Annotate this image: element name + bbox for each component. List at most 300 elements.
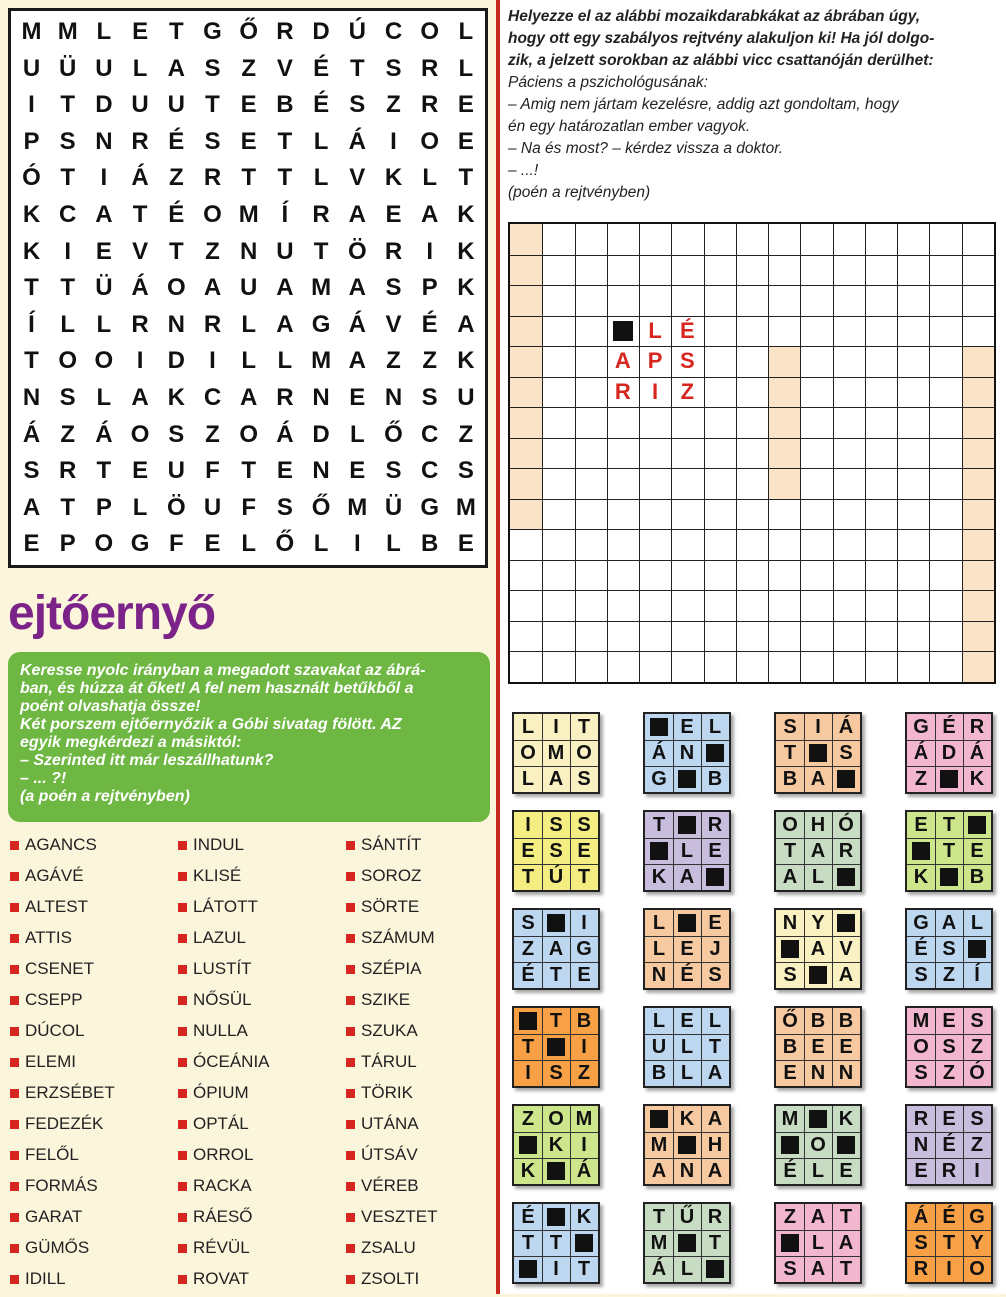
word-search-letter[interactable]: Ő	[384, 420, 403, 448]
piece-cell: L	[652, 938, 666, 960]
word-search-letter[interactable]: K	[457, 237, 475, 265]
word-list-item[interactable]: UTÁNA	[344, 1111, 504, 1142]
word-search-letter[interactable]: L	[458, 54, 474, 82]
word-search-letter[interactable]: Á	[131, 274, 149, 302]
mosaic-piece[interactable]	[643, 1202, 731, 1284]
word-search-letter[interactable]: Z	[168, 164, 184, 192]
word-search-letter[interactable]: C	[421, 420, 439, 448]
word-search-letter[interactable]: A	[276, 310, 294, 338]
word-search-letter[interactable]: K	[22, 201, 41, 228]
mosaic-piece[interactable]	[774, 908, 862, 990]
word-search-letter[interactable]: S	[59, 127, 76, 155]
mosaic-piece[interactable]	[512, 908, 600, 990]
grid-line	[510, 499, 994, 500]
word-search-letter[interactable]: V	[385, 310, 402, 338]
word-search-letter[interactable]: M	[455, 493, 476, 521]
word-search-letter[interactable]: T	[60, 91, 76, 119]
word-search-letter[interactable]: Ó	[22, 164, 41, 192]
piece-cell: E	[680, 938, 694, 960]
word-search-letter[interactable]: R	[131, 127, 149, 155]
word-search-letter[interactable]: B	[276, 91, 294, 119]
word-search-letter[interactable]: S	[385, 274, 402, 302]
word-list-item[interactable]: ÓCEÁNIA	[176, 1049, 336, 1080]
word-list-item[interactable]: ZSALU	[344, 1235, 504, 1266]
word-search-letter[interactable]: U	[167, 91, 185, 119]
word-search-letter[interactable]: R	[59, 457, 77, 485]
word-search-letter[interactable]: S	[385, 54, 402, 82]
mosaic-piece[interactable]	[905, 1202, 993, 1284]
word-search-letter[interactable]: I	[426, 237, 434, 265]
word-search-letter[interactable]: A	[22, 493, 41, 521]
word-search-letter[interactable]: N	[384, 384, 403, 411]
mosaic-piece[interactable]	[512, 712, 600, 794]
word-search-letter[interactable]: T	[458, 164, 474, 192]
mosaic-piece[interactable]	[905, 712, 993, 794]
word-list-item[interactable]: LÁTOTT	[176, 894, 336, 925]
piece-cell: R	[838, 840, 854, 862]
word-search-letter[interactable]: T	[205, 91, 220, 119]
word-search-letter[interactable]: V	[349, 164, 366, 192]
mosaic-piece[interactable]	[512, 810, 600, 892]
word-list-item[interactable]: GARAT	[8, 1204, 168, 1235]
word-list-item[interactable]: SZÉPIA	[344, 956, 504, 987]
word-search-letter[interactable]: G	[311, 310, 331, 338]
word-list-item[interactable]: TÖRIK	[344, 1080, 504, 1111]
word-list-item[interactable]: ERZSÉBET	[8, 1080, 168, 1111]
word-search-letter[interactable]: Á	[131, 164, 149, 192]
word-search-letter[interactable]: Í	[28, 310, 35, 338]
word-search-letter[interactable]: A	[203, 274, 222, 302]
word-search-letter[interactable]: S	[23, 457, 40, 485]
word-search-letter[interactable]: S	[457, 457, 474, 485]
word-search-letter[interactable]: N	[22, 384, 41, 411]
word-list-item[interactable]: VÉREB	[344, 1173, 504, 1204]
piece-cell: T	[577, 1258, 591, 1280]
grid-letter[interactable]: P	[647, 348, 663, 374]
word-search-letter[interactable]: E	[457, 127, 474, 155]
word-search-letter[interactable]: U	[131, 91, 149, 119]
word-list-item[interactable]: ATTIS	[8, 925, 168, 956]
word-search-letter[interactable]: Z	[241, 54, 257, 82]
word-search-letter[interactable]: D	[312, 420, 330, 448]
word-search-letter[interactable]: Ö	[166, 493, 186, 521]
word-search-letter[interactable]: Á	[276, 420, 294, 448]
word-search-letter[interactable]: T	[168, 237, 184, 265]
word-search-letter[interactable]: E	[349, 384, 366, 411]
mosaic-piece[interactable]	[774, 810, 862, 892]
word-search-letter[interactable]: L	[313, 530, 329, 558]
word-search-letter[interactable]: O	[420, 18, 440, 45]
word-search-letter[interactable]: O	[420, 127, 440, 155]
mosaic-piece[interactable]	[774, 1104, 862, 1186]
word-search-letter[interactable]: R	[421, 91, 439, 119]
word-search-letter[interactable]: M	[347, 493, 368, 521]
word-search-letter[interactable]: L	[132, 493, 148, 521]
word-search-letter[interactable]: R	[131, 310, 149, 338]
word-search-letter[interactable]: L	[132, 54, 148, 82]
word-search-letter[interactable]: O	[94, 347, 114, 375]
word-search-letter[interactable]: O	[130, 420, 150, 448]
word-search-letter[interactable]: Ő	[311, 493, 331, 521]
word-search-letter[interactable]: Ő	[239, 18, 259, 45]
word-search-letter[interactable]: T	[277, 127, 293, 155]
word-list-item[interactable]: SZÁMUM	[344, 925, 504, 956]
piece-cell: Í	[974, 964, 980, 986]
word-search-letter[interactable]: A	[167, 54, 185, 82]
word-search-letter[interactable]: E	[457, 530, 474, 558]
word-search-letter[interactable]: L	[241, 310, 257, 338]
word-search-letter[interactable]: U	[240, 274, 258, 302]
word-search-letter[interactable]: L	[96, 18, 112, 45]
word-search-letter[interactable]: Í	[281, 201, 289, 228]
word-search-letter[interactable]: N	[240, 237, 258, 265]
word-search-letter[interactable]: I	[390, 127, 397, 155]
word-search-letter[interactable]: Ö	[347, 237, 367, 265]
word-search-letter[interactable]: Á	[348, 310, 366, 338]
word-search-letter[interactable]: L	[313, 164, 329, 192]
word-search-letter[interactable]: Z	[386, 91, 401, 119]
word-search-letter[interactable]: P	[59, 530, 76, 558]
word-search-letter[interactable]: D	[167, 347, 185, 375]
word-search-letter[interactable]: M	[311, 347, 332, 375]
word-search-letter[interactable]: E	[385, 201, 402, 228]
word-list-item[interactable]: ÓPIUM	[176, 1080, 336, 1111]
word-search-letter[interactable]: G	[420, 493, 440, 521]
grid-letter[interactable]: L	[648, 317, 662, 343]
word-list-item[interactable]: GÜMŐS	[8, 1235, 168, 1266]
word-search-letter[interactable]: G	[203, 18, 222, 45]
word-search-letter[interactable]: C	[384, 18, 403, 45]
piece-cell: M	[575, 1108, 593, 1130]
word-list-item[interactable]: INDUL	[176, 832, 336, 863]
word-search-letter[interactable]: R	[276, 384, 294, 411]
word-search-letter[interactable]: I	[209, 347, 216, 375]
word-search-letter[interactable]: E	[240, 91, 257, 119]
word-list-item[interactable]: KLISÉ	[176, 863, 336, 894]
word-search-letter[interactable]: L	[241, 347, 257, 375]
word-list-item[interactable]: CSENET	[8, 956, 168, 987]
word-search-letter[interactable]: O	[203, 201, 222, 228]
word-list-item[interactable]: FORMÁS	[8, 1173, 168, 1204]
word-list-item[interactable]: SZIKE	[344, 987, 504, 1018]
word-search-letter[interactable]: V	[276, 54, 293, 82]
word-search-letter[interactable]: L	[241, 530, 257, 558]
word-search-letter[interactable]: L	[60, 310, 76, 338]
word-list-item[interactable]: LUSTÍT	[176, 956, 336, 987]
word-search-letter[interactable]: Z	[60, 420, 76, 448]
word-list-item[interactable]: ROVAT	[176, 1266, 336, 1297]
word-search-letter[interactable]: A	[421, 201, 439, 228]
word-search-letter[interactable]: T	[349, 54, 365, 82]
word-list-item[interactable]: ORROL	[176, 1142, 336, 1173]
mosaic-piece[interactable]	[774, 712, 862, 794]
word-search-letter[interactable]: T	[241, 457, 257, 485]
word-search-letter[interactable]: E	[204, 530, 221, 558]
word-search-letter[interactable]: D	[95, 91, 113, 119]
piece-cell: Ó	[969, 1062, 985, 1084]
word-search-letter[interactable]: K	[22, 237, 41, 265]
word-search-letter[interactable]: E	[132, 457, 149, 485]
piece-cell: E	[680, 1010, 694, 1032]
word-search-letter[interactable]: T	[132, 201, 148, 228]
word-search-letter[interactable]: N	[312, 457, 330, 485]
word-search-letter[interactable]: I	[353, 530, 361, 558]
word-search-letter[interactable]: O	[58, 347, 78, 375]
piece-cell: L	[680, 1258, 694, 1280]
word-search-letter[interactable]: S	[385, 457, 402, 485]
piece-cell: É	[521, 1206, 535, 1228]
word-list-item[interactable]: RACKA	[176, 1173, 336, 1204]
word-search-letter[interactable]: T	[313, 237, 329, 265]
piece-cell: S	[577, 814, 591, 836]
word-list-item[interactable]: ÚTSÁV	[344, 1142, 504, 1173]
word-search-letter[interactable]: U	[203, 493, 222, 521]
word-list-item[interactable]: SÖRTE	[344, 894, 504, 925]
word-search-letter[interactable]: K	[457, 201, 475, 228]
mosaic-piece[interactable]	[512, 1104, 600, 1186]
piece-cell: Z	[577, 1062, 591, 1084]
mosaic-piece[interactable]	[643, 908, 731, 990]
word-search-letter[interactable]: A	[348, 347, 366, 375]
word-search-letter[interactable]: U	[276, 237, 294, 265]
mosaic-piece[interactable]	[643, 1104, 731, 1186]
word-list-item[interactable]: AGANCS	[8, 832, 168, 863]
word-list-item[interactable]: DÚCOL	[8, 1018, 168, 1049]
mosaic-piece[interactable]	[643, 810, 731, 892]
piece-cell: K	[969, 768, 985, 790]
word-list-item[interactable]: FEDEZÉK	[8, 1111, 168, 1142]
word-search-letter[interactable]: E	[276, 457, 293, 485]
grid-letter[interactable]: A	[614, 348, 631, 374]
word-search-letter[interactable]: E	[457, 91, 474, 119]
word-search-letter[interactable]: L	[458, 18, 474, 45]
word-search-letter[interactable]: Ú	[348, 18, 366, 45]
word-search-letter[interactable]: T	[60, 164, 76, 192]
mosaic-piece[interactable]	[905, 1006, 993, 1088]
word-search-letter[interactable]: G	[130, 530, 150, 558]
word-search-letter[interactable]: U	[167, 457, 185, 485]
word-search-letter[interactable]: N	[95, 127, 113, 155]
piece-cell: S	[577, 768, 591, 790]
word-search-letter[interactable]: Ü	[384, 493, 403, 521]
word-search-letter[interactable]: D	[312, 18, 330, 45]
word-search-letter[interactable]: Á	[22, 420, 41, 448]
word-search-letter[interactable]: R	[203, 164, 222, 192]
word-search-letter[interactable]: S	[421, 384, 438, 411]
piece-cell: T	[652, 814, 666, 836]
word-search-letter[interactable]: R	[276, 18, 294, 45]
word-search-letter[interactable]: A	[457, 310, 475, 338]
word-search-letter[interactable]: E	[95, 237, 112, 265]
word-search-letter[interactable]: L	[349, 420, 365, 448]
word-search-letter[interactable]: K	[457, 347, 475, 375]
word-search-letter[interactable]: F	[205, 457, 220, 485]
word-search-letter[interactable]: A	[95, 201, 113, 228]
word-search-letter[interactable]: I	[136, 347, 144, 375]
word-search-letter[interactable]: T	[24, 347, 39, 375]
word-list-item[interactable]: RÁESŐ	[176, 1204, 336, 1235]
word-search-letter[interactable]: S	[168, 420, 185, 448]
word-search-letter[interactable]: L	[277, 347, 293, 375]
word-search-letter[interactable]: E	[23, 530, 40, 558]
word-search-letter[interactable]: U	[457, 384, 475, 411]
word-search-letter[interactable]: V	[132, 237, 149, 265]
word-list-item[interactable]: RÉVÜL	[176, 1235, 336, 1266]
black-square	[613, 321, 633, 341]
word-search-letter[interactable]: S	[204, 54, 221, 82]
word-search-letter[interactable]: Ő	[275, 530, 295, 558]
word-search-letter[interactable]: Z	[386, 347, 401, 375]
piece-cell: É	[942, 716, 956, 738]
word-search-letter[interactable]: T	[24, 274, 39, 302]
word-search-letter[interactable]: O	[239, 420, 259, 448]
word-search-letter[interactable]: Á	[95, 420, 113, 448]
word-list-item[interactable]: NŐSÜL	[176, 987, 336, 1018]
mosaic-piece[interactable]	[905, 908, 993, 990]
word-search-letter[interactable]: Z	[422, 347, 438, 375]
word-search-letter[interactable]: T	[60, 274, 76, 302]
word-search-letter[interactable]: E	[240, 127, 257, 155]
grid-line	[575, 224, 576, 682]
word-list-item[interactable]: LAZUL	[176, 925, 336, 956]
word-search-letter[interactable]: K	[167, 384, 185, 411]
grid-letter[interactable]: É	[679, 317, 695, 343]
word-list-item[interactable]: AGÁVÉ	[8, 863, 168, 894]
word-list-item[interactable]: FELŐL	[8, 1142, 168, 1173]
word-list-item[interactable]: SOROZ	[344, 863, 504, 894]
word-search-letter[interactable]: I	[28, 91, 35, 119]
word-search-letter[interactable]: R	[384, 237, 403, 265]
word-search-letter[interactable]: A	[348, 201, 366, 228]
word-search-letter[interactable]: É	[168, 201, 185, 228]
word-search-letter[interactable]: Z	[458, 420, 474, 448]
word-search-letter[interactable]: L	[386, 530, 401, 558]
word-search-letter[interactable]: T	[96, 457, 112, 485]
piece-cell: S	[549, 814, 563, 836]
word-search-letter[interactable]: F	[241, 493, 257, 521]
word-search-letter[interactable]: P	[23, 127, 40, 155]
word-search-letter[interactable]: É	[168, 127, 185, 155]
word-search-letter[interactable]: C	[203, 384, 222, 411]
mosaic-piece[interactable]	[643, 1006, 731, 1088]
black-square	[907, 838, 935, 864]
grid-letter[interactable]: R	[614, 378, 631, 404]
word-search-letter[interactable]: Z	[205, 237, 220, 265]
word-search-letter[interactable]: M	[21, 18, 42, 45]
word-list-item[interactable]: NULLA	[176, 1018, 336, 1049]
word-search-letter[interactable]: A	[348, 274, 366, 302]
word-search-letter[interactable]: A	[276, 274, 294, 302]
word-search-letter[interactable]: L	[422, 164, 438, 192]
word-search-letter[interactable]: I	[100, 164, 108, 192]
instruction-line: Helyezze el az alábbi mozaikdarabkákat az ábrában úgy,	[508, 8, 921, 25]
word-search-letter[interactable]: T	[168, 18, 184, 45]
word-list-item[interactable]: SÁNTÍT	[344, 832, 504, 863]
word-search-letter[interactable]: C	[421, 457, 439, 485]
word-search-letter[interactable]: S	[349, 91, 366, 119]
word-search-letter[interactable]: B	[421, 530, 439, 558]
word-search-letter[interactable]: É	[313, 54, 330, 82]
word-list-item[interactable]: IDILL	[8, 1266, 168, 1297]
piece-cell: É	[783, 1160, 797, 1182]
word-search-letter[interactable]: O	[94, 530, 114, 558]
word-search-letter[interactable]: R	[421, 54, 439, 82]
mosaic-piece[interactable]	[905, 1104, 993, 1186]
mosaic-piece[interactable]	[512, 1202, 600, 1284]
word-search-letter[interactable]: L	[96, 310, 112, 338]
word-search-letter[interactable]: L	[313, 127, 329, 155]
word-search-letter[interactable]: M	[311, 274, 332, 302]
word-search-letter[interactable]: R	[203, 310, 222, 338]
word-search-letter[interactable]: F	[168, 530, 184, 558]
word-search-letter[interactable]: Ü	[95, 274, 113, 302]
word-list-item[interactable]: ALTEST	[8, 894, 168, 925]
word-list-item[interactable]: ELEMI	[8, 1049, 168, 1080]
word-search-letter[interactable]: N	[167, 310, 185, 338]
grid-letter[interactable]: Z	[680, 378, 695, 404]
word-search-letter[interactable]: P	[421, 274, 438, 302]
word-list-item[interactable]: CSEPP	[8, 987, 168, 1018]
mosaic-piece[interactable]	[774, 1202, 862, 1284]
black-square	[804, 1106, 832, 1132]
word-search-letter[interactable]: N	[312, 384, 330, 411]
grid-letter[interactable]: I	[652, 378, 659, 404]
mosaic-piece[interactable]	[512, 1006, 600, 1088]
word-search-letter[interactable]: E	[132, 18, 149, 45]
word-list-item[interactable]: TÁRUL	[344, 1049, 504, 1080]
word-search-letter[interactable]: U	[22, 54, 41, 82]
word-search-letter[interactable]: Á	[348, 127, 366, 155]
word-search-letter[interactable]: É	[421, 310, 438, 338]
word-search-letter[interactable]: K	[457, 274, 475, 302]
word-search-letter[interactable]: T	[60, 493, 76, 521]
joke-line: (poén a rejtvényben)	[508, 184, 651, 201]
word-list-item[interactable]: SZUKA	[344, 1018, 504, 1049]
mosaic-piece[interactable]	[774, 1006, 862, 1088]
word-search-letter[interactable]: C	[59, 201, 77, 228]
word-search-letter[interactable]: S	[204, 127, 221, 155]
word-search-letter[interactable]: I	[64, 237, 72, 265]
instruction-line: egyik megkérdezi a másiktól:	[20, 734, 242, 751]
word-search-letter[interactable]: K	[384, 164, 403, 192]
word-search-letter[interactable]: M	[57, 18, 78, 45]
word-search-letter[interactable]: L	[96, 384, 112, 411]
word-list-item[interactable]: OPTÁL	[176, 1111, 336, 1142]
mosaic-instructions	[508, 6, 998, 204]
word-search-letter[interactable]: T	[241, 164, 257, 192]
word-search-letter[interactable]: R	[312, 201, 330, 228]
word-search-letter[interactable]: S	[59, 384, 76, 411]
word-search-letter[interactable]: E	[349, 457, 366, 485]
mosaic-piece[interactable]	[643, 712, 731, 794]
word-search-letter[interactable]: O	[166, 274, 186, 302]
grid-letter[interactable]: S	[679, 348, 695, 374]
word-search-letter[interactable]: S	[276, 493, 293, 521]
word-search-letter[interactable]: É	[313, 91, 330, 119]
piece-cell: I	[525, 814, 531, 836]
word-list-item[interactable]: ZSOLTI	[344, 1266, 504, 1297]
word-search-letter[interactable]: Ü	[59, 54, 77, 82]
word-list-item[interactable]: VESZTET	[344, 1204, 504, 1235]
word-search-letter[interactable]: A	[240, 384, 258, 411]
word-search-letter[interactable]: Z	[205, 420, 220, 448]
word-search-letter[interactable]: A	[131, 384, 149, 411]
mosaic-piece[interactable]	[905, 810, 993, 892]
word-search-letter[interactable]: U	[95, 54, 113, 82]
word-search-letter[interactable]: T	[277, 164, 293, 192]
word-search-letter[interactable]: P	[95, 493, 112, 521]
word-search-letter[interactable]: M	[238, 201, 259, 228]
